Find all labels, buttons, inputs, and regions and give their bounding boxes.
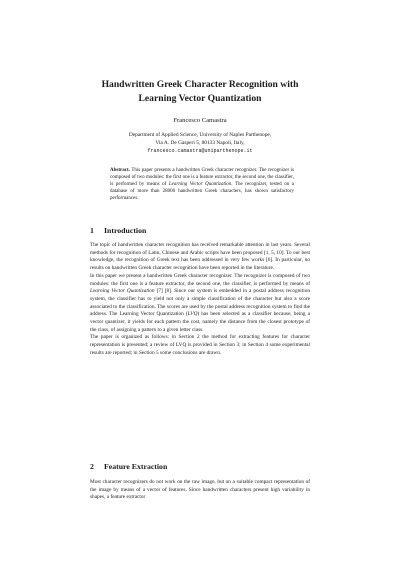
abstract-italic: Learning Vector Quantization (168, 182, 232, 188)
section-number: 2 (90, 462, 94, 471)
abstract-text: This paper presents a handwritten Greek character recognizer. The recognizer is composed of two modules: the first one is a feature extractor, the second one, the classifier, is performed by means of (110, 168, 294, 188)
affiliation-line-1: Department of Applied Science, University of Naples Parthenope, (128, 132, 272, 138)
author-name: Francesco Camastra (173, 117, 227, 124)
intro-p2-part-b: [7] [8]. Since our system is embedded in a postal address recognition system, the classifier has to yield not only a simple classification of the character but also a score associated to the classification. The scores are used by the postal address recognition system to find the address. The Learning Vector Quantization ( (90, 288, 310, 318)
section-title: Introduction (104, 226, 147, 235)
title-line-2: Learning Vector Quantization (138, 93, 262, 104)
intro-p2-part-a: In this paper we present a handwritten Greek character recognizer. The recognizer is composed of two modules: the first one is a feature extractor, the second one, the classifier, is performed by means of (90, 272, 310, 287)
intro-paragraph-1: The topic of handwritten character recognition has received remarkable attention in last years. Several methods for recognition of Latin, Chinese and Arabic scripts have been proposed [1, 5, 10]. To our best knowledge, the recognition of Greek text has been addressed in very few works [6]. In particular, no results on handwritten Greek character recognition have been reported in the literature. (90, 242, 310, 272)
feature-extraction-body (90, 479, 310, 502)
section-heading-introduction (90, 226, 146, 236)
author-email: francesco.camastra@uniparthenope.it (147, 148, 253, 154)
intro-p2-part-c: ) has been selected as a classifier because, being a vector quantizer, it yields for each pattern the cost, namely the distance from the closest prototype of the class, of assigning a pattern to a given letter class. (90, 311, 310, 333)
section-number: 1 (90, 226, 94, 235)
paper-title (60, 78, 340, 106)
title-line-1: Handwritten Greek Character Recognition with (101, 79, 299, 90)
abstract-tail: . The recognizer, tested on a database of more than 28000 handwritten Greek characters, has shown satisfactory performances. (110, 182, 294, 202)
section-heading-feature-extraction (90, 462, 167, 472)
abstract (110, 167, 294, 202)
affiliation-line-2: Via A. De Gasperi 5, 80133 Napoli, Italy, (155, 140, 245, 146)
intro-p2-italic: Learning Vector Quantization (90, 288, 155, 295)
intro-paragraph-2 (90, 273, 310, 335)
abstract-heading: Abstract. (110, 168, 130, 173)
author-affiliation (60, 131, 340, 155)
feature-paragraph-1: Most character recognizers do not work on the raw image, but on a suitable compact representation of the image by means of a vector of features. Since handwritten characters present high variability in shapes, a feature extractor (90, 479, 310, 501)
intro-p2-lvq: LVQ (187, 311, 198, 318)
section-title: Feature Extraction (104, 462, 168, 471)
intro-paragraph-3: The paper is organized as follows: in Section 2 the method for extracting features for character representation is presented; a review of LVQ is provided in Section 3; in Section 4 some experimental results are reported; in Section 5 some conclusions are drawn. (90, 334, 310, 356)
introduction-body (90, 242, 310, 358)
